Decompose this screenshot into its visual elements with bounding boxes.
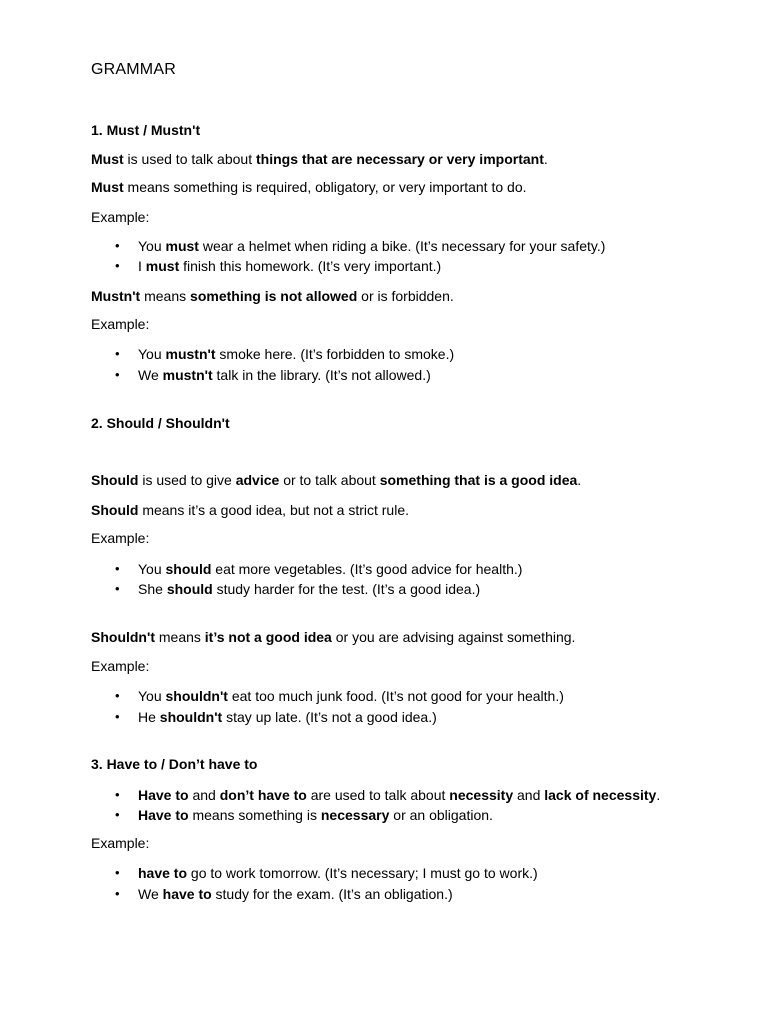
- example-label: Example:: [91, 316, 150, 332]
- bullet-icon: •: [115, 581, 120, 596]
- paragraph-must-usage: Must is used to talk about things that are necessary or very important.: [91, 151, 548, 167]
- example-label: Example:: [91, 530, 150, 546]
- example-label: Example:: [91, 209, 150, 225]
- example-item: You mustn't smoke here. (It’s forbidden to smoke.): [138, 346, 455, 362]
- example-label: Example:: [91, 835, 150, 851]
- example-item: You shouldn't eat too much junk food. (It’s not good for your health.): [138, 688, 564, 704]
- bullet-icon: •: [115, 886, 120, 901]
- bullet-icon: •: [115, 561, 120, 576]
- bullet-icon: •: [115, 346, 120, 361]
- example-item: She should study harder for the test. (It’s a good idea.): [138, 581, 481, 597]
- bullet-icon: •: [115, 709, 120, 724]
- bullet-icon: •: [115, 688, 120, 703]
- example-item: You should eat more vegetables. (It’s good advice for health.): [138, 561, 523, 577]
- example-item: I must finish this homework. (It’s very important.): [138, 258, 442, 274]
- section-heading-should: 2. Should / Shouldn't: [91, 415, 230, 431]
- section-heading-must: 1. Must / Mustn't: [91, 122, 201, 138]
- example-label: Example:: [91, 658, 150, 674]
- example-item: You must wear a helmet when riding a bike. (It’s necessary for your safety.): [138, 238, 606, 254]
- bullet-icon: •: [115, 258, 120, 273]
- paragraph-shouldnt-meaning: Shouldn't means it’s not a good idea or you are advising against something.: [91, 629, 576, 645]
- page-title: GRAMMAR: [91, 61, 176, 78]
- rule-item: Have to means something is necessary or an obligation.: [138, 807, 493, 823]
- paragraph-should-usage: Should is used to give advice or to talk about something that is a good idea.: [91, 472, 582, 488]
- rule-item: Have to and don’t have to are used to talk about necessity and lack of necessity.: [138, 787, 661, 803]
- paragraph-should-meaning: Should means it’s a good idea, but not a strict rule.: [91, 502, 409, 518]
- example-item: have to go to work tomorrow. (It’s necessary; I must go to work.): [138, 865, 538, 881]
- paragraph-mustnt-meaning: Mustn't means something is not allowed or is forbidden.: [91, 288, 454, 304]
- example-item: He shouldn't stay up late. (It’s not a good idea.): [138, 709, 437, 725]
- bullet-icon: •: [115, 238, 120, 253]
- bullet-icon: •: [115, 865, 120, 880]
- example-item: We have to study for the exam. (It’s an obligation.): [138, 886, 453, 902]
- example-item: We mustn't talk in the library. (It’s not allowed.): [138, 367, 431, 383]
- paragraph-must-meaning: Must means something is required, obligatory, or very important to do.: [91, 179, 527, 195]
- bullet-icon: •: [115, 787, 120, 802]
- bullet-icon: •: [115, 807, 120, 822]
- bullet-icon: •: [115, 367, 120, 382]
- section-heading-have-to: 3. Have to / Don’t have to: [91, 756, 258, 772]
